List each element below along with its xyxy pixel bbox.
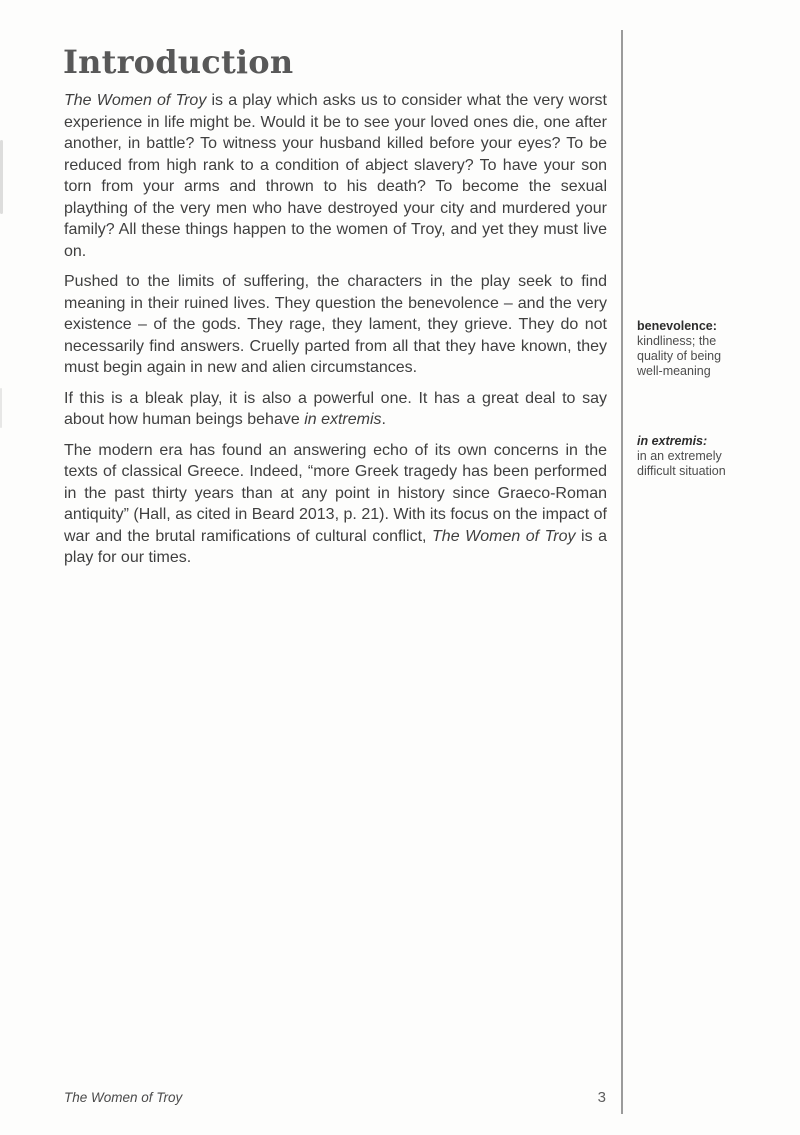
margin-divider-rule <box>621 30 623 1114</box>
paragraph-4-end: is a play for our times. <box>64 527 608 566</box>
paragraph-1-text: is a play which asks us to consider what the very worst experience in life might be. Would it be to see your loved ones die, one after another, in battle? To witness your husband killed before your eyes? To be reduced from high rank to a condition of abject slavery? To have your son torn from your arms and thrown to his death? To become the sexual plaything of the very men who have destroyed your city and murdered your family? All these things happen to the women of Troy, and yet they must live on. <box>64 92 608 260</box>
glossary-definition: kindliness; the quality of being well-meaning <box>637 334 722 378</box>
glossary-term: benevolence: <box>637 319 717 333</box>
latin-phrase-italic: in extremis <box>304 411 382 428</box>
paragraph-3 <box>64 388 607 431</box>
paragraph-3-end: . <box>381 411 386 428</box>
main-text-column <box>64 90 607 578</box>
paragraph-3-text: If this is a bleak play, it is also a powerful one. It has a great deal to say about how human beings behave <box>64 389 607 428</box>
paragraph-1 <box>64 90 607 262</box>
glossary-term: in extremis: <box>637 434 708 448</box>
footer-book-title: The Women of Troy <box>64 1090 183 1105</box>
book-title-italic: The Women of Troy <box>432 527 576 545</box>
glossary-note-benevolence <box>637 319 741 379</box>
book-title-italic: The Women of Troy <box>64 92 207 109</box>
paragraph-4-text: The modern era has found an answering echo of its own concerns in the texts of classical Greece. Indeed, “more Greek tragedy has been performed in the past thirty years than at any point in history since Graeco-Roman antiquity” (Hall, as cited in Beard 2013, p. 21). With its focus on the impact of war and the brutal ramifications of cultural conflict, <box>64 441 607 545</box>
scan-artifact <box>0 388 2 428</box>
glossary-note-in-extremis <box>637 434 741 479</box>
paragraph-4 <box>64 440 607 569</box>
page-title: Introduction <box>63 43 294 81</box>
scan-artifact <box>0 140 3 214</box>
glossary-definition: in an extremely difficult situation <box>637 449 726 478</box>
footer-page-number: 3 <box>597 1089 606 1106</box>
paragraph-2: Pushed to the limits of suffering, the characters in the play seek to find meaning in their ruined lives. They question the benevolence – and the very existence – of the gods. They rage, they lament, they grieve. They do not necessarily find answers. Cruelly parted from all that they have known, they must begin again in new and alien circumstances. <box>64 273 607 376</box>
